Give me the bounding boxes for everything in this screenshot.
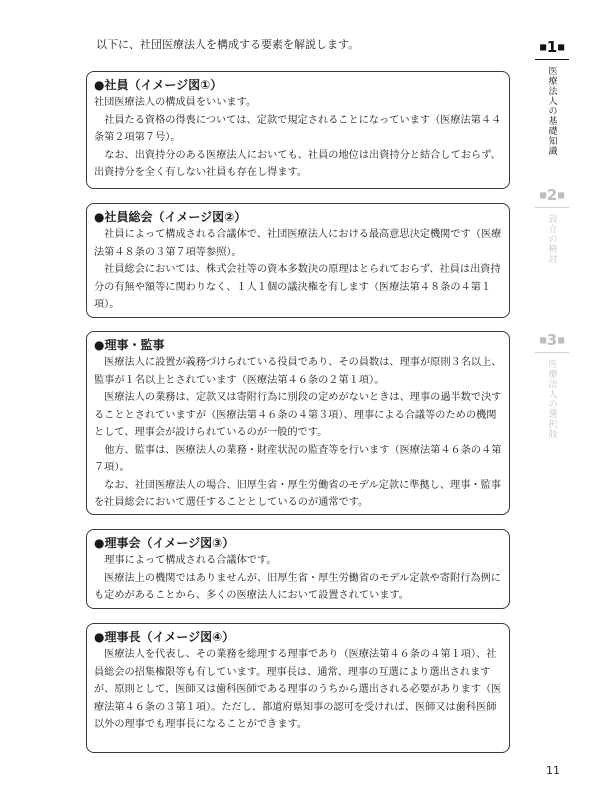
intro-text: 以下に、社団医療法人を構成する要素を解説します。 [96, 38, 360, 51]
section-title: ●理事会（イメージ図③） [94, 536, 235, 550]
section-box-riji-kanji [86, 331, 510, 515]
section-paragraph: 医療法上の機関ではありませんが、旧厚生省・厚生労働省のモデル定款や寄附行為例にも定めがあることから、多くの医療法人において設置されています。 [94, 572, 501, 601]
section-title: ●理事・監事 [94, 338, 165, 352]
section-paragraph: 医療法人の業務は、定款又は寄附行為に別段の定めがないときは、理事の過半数で決することとされていますが（医療法第４６条の４第３項）、理事による合議等のための機関として、理事会が設けられているのが一般的です。 [94, 392, 502, 438]
chapter-number: ■1■ [535, 38, 569, 60]
section-paragraph: 他方、監事は、医療法人の業務・財産状況の監査等を行います（医療法第４６条の４第７項）。 [94, 444, 502, 473]
section-paragraph: なお、社団医療法人の場合、旧厚生省・厚生労働省のモデル定款に準拠し、理事・監事を社員総会において選任することとしているのが通常です。 [94, 479, 501, 508]
section-paragraph: 理事によって構成される合議体です。 [104, 555, 277, 566]
section-title: ●理事長（イメージ図④） [94, 630, 235, 644]
section-paragraph: 社員によって構成される合議体で、社団医療法人における最高意思決定機関です（医療法第４８条の３第７項等参照）。 [94, 229, 502, 258]
section-paragraph: なお、出資持分のある医療法人においても、社員の地位は出資持分と結合しておらず、出資持分を全く有しない社員も存在し得ます。 [94, 149, 501, 178]
chapter-label: 医療法人の選択肢 [546, 358, 557, 439]
section-paragraph: 医療法人を代表し、その業務を総理する理事であり（医療法第４６条の４第１項）、社員総会の招集権限等も有しています。理事長は、通常、理事の互選により選出されますが、原則として、医師又は歯科医師である理事のうちから選出される必要があります（医療法第４６条の３第１項）。ただし、都道府県知事の認可を受ければ、医師又は歯科医師以外の理事でも理事長になることができます。 [94, 649, 502, 730]
section-paragraph: 医療法人に設置が義務づけられている役員であり、その員数は、理事が原則３名以上、監事が１名以上とされています（医療法第４６条の２第１項）。 [94, 357, 502, 386]
section-title: ●社員（イメージ図①） [94, 78, 223, 92]
chapter-number: ■2■ [535, 186, 569, 208]
page-number: 11 [546, 764, 560, 777]
chapter-label: 医療法人の基礎知識 [546, 65, 557, 156]
section-title: ●社員総会（イメージ図②） [94, 210, 247, 224]
section-paragraph: 社員総会においては、株式会社等の資本多数決の原理はとられておらず、社員は出資持分の有無や額等に関わりなく、１人１個の議決権を有します（医療法第４８条の４第１項）。 [94, 264, 501, 310]
chapter-index-2[interactable] [535, 186, 569, 264]
section-box-rijicho [86, 623, 510, 753]
chapter-label: 設立の検討 [546, 213, 557, 264]
chapter-index-1[interactable] [535, 38, 569, 156]
chapter-number: ■3■ [535, 331, 569, 353]
section-box-shain [86, 71, 510, 189]
section-paragraph: 社員たる資格の得喪については、定款で規定されることになっています（医療法第４４条第２項第７号）。 [94, 114, 502, 143]
section-box-shain-sokai [86, 203, 510, 318]
section-box-rijikai [86, 529, 510, 609]
section-paragraph: 社団医療法人の構成員をいいます。 [94, 97, 257, 108]
chapter-index-3[interactable] [535, 331, 569, 439]
